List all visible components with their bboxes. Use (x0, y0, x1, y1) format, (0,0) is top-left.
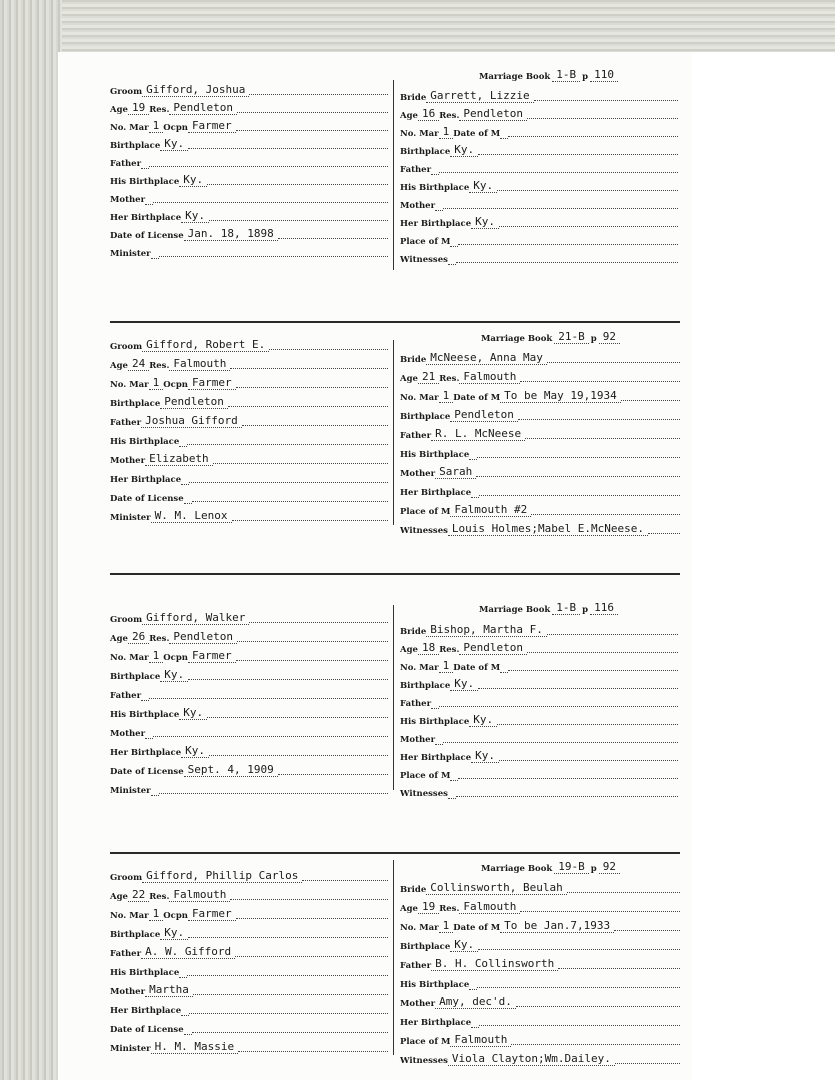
groom-age: 22 (128, 888, 149, 902)
groom-residence: Falmouth (169, 357, 230, 371)
marriage-book-ref: Marriage Book 1-B p 116 (479, 601, 618, 615)
record-separator (110, 573, 680, 575)
groom-birthplace: Ky. (160, 668, 188, 682)
bride-date-of-marriage (500, 672, 508, 673)
marriage-book-number: 1-B (552, 68, 580, 82)
bride-residence: Falmouth (459, 370, 520, 384)
bride-mother (435, 210, 443, 211)
bride-father-birthplace: Ky. (469, 713, 497, 727)
groom-father: Joshua Gifford (141, 414, 242, 428)
groom-license-date (184, 1034, 192, 1035)
bride-place-of-marriage (450, 246, 458, 247)
groom-minister (151, 258, 159, 259)
bride-father (431, 174, 439, 175)
father-label: Father (110, 159, 142, 169)
bride-name: Bishop, Martha F. (426, 623, 547, 637)
groom-residence: Pendleton (169, 630, 237, 644)
bride-mother-birthplace (471, 497, 479, 498)
bride-witnesses: Louis Holmes;Mabel E.McNeese. (448, 522, 648, 536)
page-margin (692, 52, 835, 1080)
marriage-book-page: 116 (590, 601, 618, 615)
bride-birthplace: Ky. (450, 143, 478, 157)
groom-name: Gifford, Phillip Carlos (142, 869, 302, 883)
groom-occupation: Farmer (188, 649, 236, 663)
bride-witnesses (448, 798, 456, 799)
groom-mother-birthplace (181, 484, 189, 485)
bride-no-mar: 1 (439, 919, 454, 933)
column-divider (393, 860, 394, 1055)
bride-no-mar: 1 (439, 659, 454, 673)
groom-father-birthplace: Ky. (179, 706, 207, 720)
groom-father-birthplace: Ky. (179, 173, 207, 187)
his-birthplace-label: His Birthplace (110, 177, 180, 187)
bride-place-of-marriage (450, 780, 458, 781)
bride-name: Collinsworth, Beulah (426, 881, 566, 895)
bride-place-of-marriage: Falmouth #2 (450, 503, 531, 517)
groom-birthplace: Ky. (160, 926, 188, 940)
marriage-book-ref: Marriage Book 19-B p 92 (481, 860, 620, 874)
groom-no-mar: 1 (149, 649, 164, 663)
groom-mother-birthplace: Ky. (181, 209, 209, 223)
groom-residence: Falmouth (169, 888, 230, 902)
groom-father-birthplace (179, 977, 187, 978)
bride-mother-birthplace: Ky. (471, 215, 499, 229)
marriage-book-page: 110 (590, 68, 618, 82)
bride-mother-birthplace: Ky. (471, 749, 499, 763)
bride-birthplace: Ky. (450, 677, 478, 691)
marriage-book-page: 92 (599, 330, 620, 344)
bride-age: 18 (418, 641, 439, 655)
marriage-book-ref: Marriage Book 21-B p 92 (481, 330, 620, 344)
groom-license-date: Jan. 18, 1898 (184, 227, 278, 241)
groom-name: Gifford, Robert E. (142, 338, 269, 352)
groom-mother: Martha (145, 983, 193, 997)
bride-date-of-marriage: To be Jan.7,1933 (500, 919, 614, 933)
bride-date-of-marriage: To be May 19,1934 (500, 389, 621, 403)
groom-father (141, 700, 149, 701)
bride-date-of-marriage (500, 138, 508, 139)
bride-mother: Sarah (435, 465, 476, 479)
bride-father (431, 708, 439, 709)
groom-residence: Pendleton (169, 101, 237, 115)
scan-border-left (0, 0, 62, 1080)
bride-father-birthplace (469, 459, 477, 460)
bride-father-birthplace (469, 989, 477, 990)
groom-mother-birthplace (181, 1015, 189, 1016)
bride-mother (435, 744, 443, 745)
bride-label: Bride (400, 93, 427, 103)
bride-mother-birthplace (471, 1027, 479, 1028)
groom-name: Gifford, Joshua (142, 83, 249, 97)
bride-age: 16 (418, 107, 439, 121)
groom-age: 26 (128, 630, 149, 644)
groom-birthplace: Pendleton (160, 395, 228, 409)
groom-father-birthplace (179, 446, 187, 447)
groom-mother: Elizabeth (145, 452, 213, 466)
scan-border-top (0, 0, 835, 60)
groom-father (141, 168, 149, 169)
bride-no-mar: 1 (439, 125, 454, 139)
groom-mother (145, 204, 153, 205)
bride-residence: Falmouth (459, 900, 520, 914)
no-mar-label: No. Mar (110, 123, 149, 133)
bride-name: McNeese, Anna May (426, 351, 547, 365)
groom-label: Groom (110, 87, 143, 97)
groom-no-mar: 1 (149, 376, 164, 390)
bride-father-birthplace: Ky. (469, 179, 497, 193)
res-label: Res. (149, 105, 170, 115)
groom-no-mar: 1 (149, 907, 164, 921)
marriage-book-ref: Marriage Book 1-B p 110 (479, 68, 618, 82)
bride-father: R. L. McNeese (431, 427, 525, 441)
bride-age: 19 (418, 900, 439, 914)
bride-birthplace: Pendleton (450, 408, 518, 422)
bride-birthplace: Ky. (450, 938, 478, 952)
groom-name: Gifford, Walker (142, 611, 249, 625)
bride-witnesses (448, 264, 456, 265)
groom-father: A. W. Gifford (141, 945, 235, 959)
marriage-book-page: 92 (599, 860, 620, 874)
groom-occupation: Farmer (188, 376, 236, 390)
marriage-book-number: 21-B (554, 330, 589, 344)
groom-no-mar: 1 (149, 119, 164, 133)
groom-mother (145, 738, 153, 739)
record-separator (110, 321, 680, 323)
groom-license-date (184, 503, 192, 504)
bride-residence: Pendleton (459, 107, 527, 121)
bride-father: B. H. Collinsworth (431, 957, 558, 971)
groom-age: 24 (128, 357, 149, 371)
groom-minister: H. M. Massie (151, 1040, 238, 1054)
her-birthplace-label: Her Birthplace (110, 213, 182, 223)
age-label: Age (110, 105, 128, 115)
record-separator (110, 852, 680, 854)
column-divider (393, 80, 394, 270)
bride-witnesses: Viola Clayton;Wm.Dailey. (448, 1052, 615, 1066)
bride-no-mar: 1 (439, 389, 454, 403)
groom-license-date: Sept. 4, 1909 (184, 763, 278, 777)
groom-minister: W. M. Lenox (151, 509, 232, 523)
groom-age: 19 (128, 101, 149, 115)
bride-age: 21 (418, 370, 439, 384)
bride-residence: Pendleton (459, 641, 527, 655)
date-of-license-label: Date of License (110, 231, 184, 241)
column-divider (393, 605, 394, 790)
bride-mother: Amy, dec'd. (435, 995, 516, 1009)
groom-minister (151, 795, 159, 796)
marriage-book-number: 1-B (552, 601, 580, 615)
birthplace-label: Birthplace (110, 141, 161, 151)
bride-place-of-marriage: Falmouth (450, 1033, 511, 1047)
groom-birthplace: Ky. (160, 137, 188, 151)
bride-name: Garrett, Lizzie (426, 89, 533, 103)
groom-occupation: Farmer (188, 907, 236, 921)
mother-label: Mother (110, 195, 146, 205)
groom-mother-birthplace: Ky. (181, 744, 209, 758)
ocpn-label: Ocpn (163, 123, 188, 133)
groom-occupation: Farmer (188, 119, 236, 133)
column-divider (393, 340, 394, 525)
minister-label: Minister (110, 249, 151, 259)
marriage-book-number: 19-B (554, 860, 589, 874)
